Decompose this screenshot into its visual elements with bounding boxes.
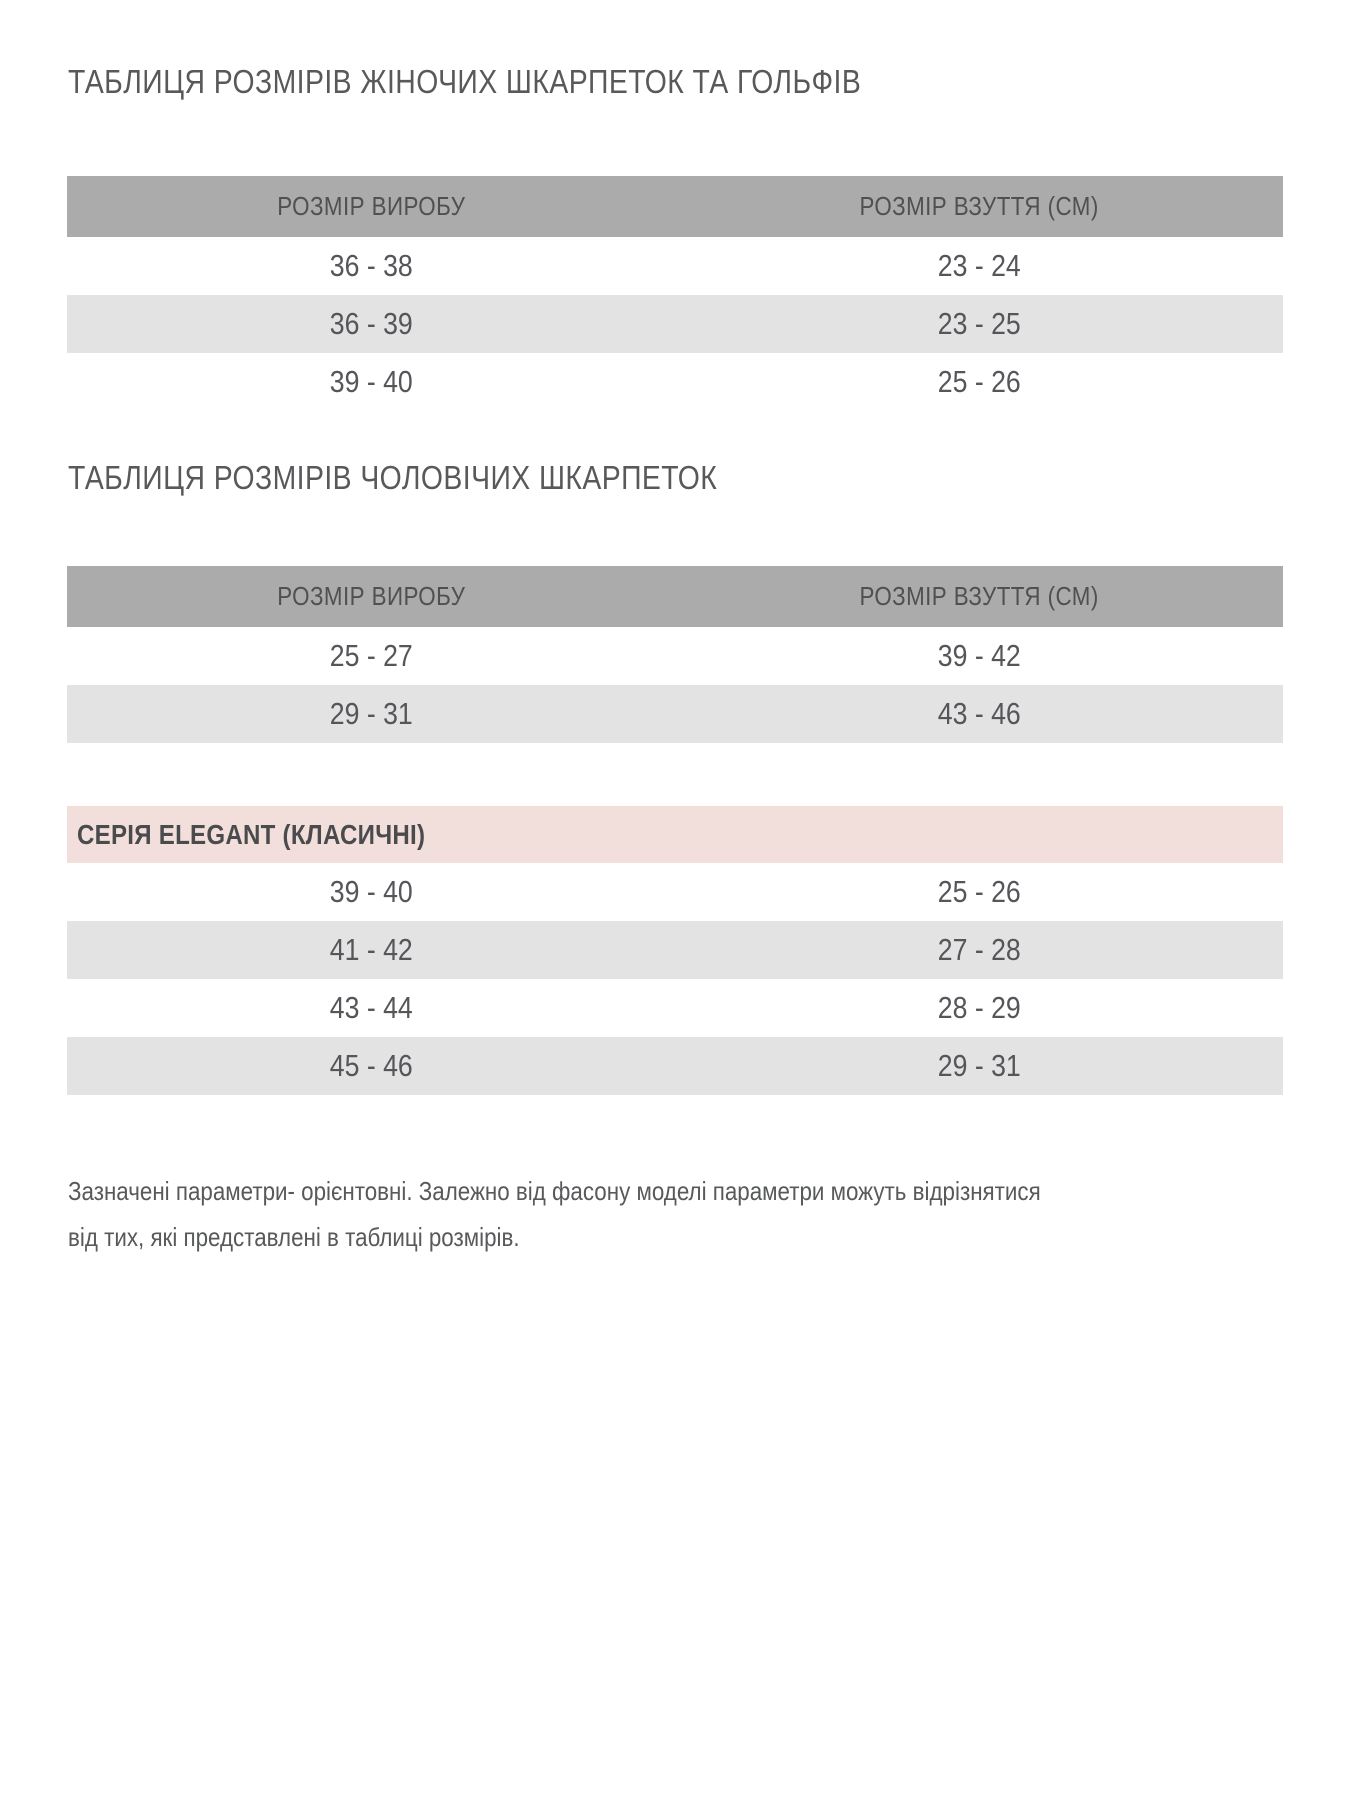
product-size-value: 45 - 46 <box>329 1048 413 1083</box>
product-size-cell <box>67 932 675 968</box>
women-table-title <box>68 62 990 102</box>
shoe-size-value: 43 - 46 <box>937 696 1021 731</box>
elegant-series-header-text: СЕРІЯ ELEGANT (КЛАСИЧНІ) <box>77 818 426 850</box>
women-table-header-row <box>67 176 1283 237</box>
table-row <box>67 979 1283 1037</box>
column-header-product-size <box>67 191 675 222</box>
product-size-value: 36 - 39 <box>329 306 413 341</box>
table-row <box>67 863 1283 921</box>
product-size-cell <box>67 696 675 732</box>
product-size-value: 39 - 40 <box>329 874 413 909</box>
table-row <box>67 685 1283 743</box>
disclaimer-line-text: Зазначені параметри- орієнтовні. Залежно від фасону моделі параметри можуть відрізнятися <box>68 1176 1041 1206</box>
table-row <box>67 237 1283 295</box>
product-size-value: 39 - 40 <box>329 364 413 399</box>
shoe-size-value: 23 - 25 <box>937 306 1021 341</box>
elegant-series-table <box>67 806 1283 1095</box>
shoe-size-value: 39 - 42 <box>937 638 1021 673</box>
shoe-size-value: 25 - 26 <box>937 874 1021 909</box>
men-table-header-row <box>67 566 1283 627</box>
product-size-cell <box>67 248 675 284</box>
column-header-shoe-size-text: РОЗМІР ВЗУТТЯ (СМ) <box>859 581 1099 611</box>
column-header-product-size-text: РОЗМІР ВИРОБУ <box>276 581 466 611</box>
product-size-cell <box>67 990 675 1026</box>
column-header-product-size-text: РОЗМІР ВИРОБУ <box>276 191 466 221</box>
table-row <box>67 353 1283 411</box>
disclaimer-line <box>68 1168 1199 1214</box>
product-size-value: 41 - 42 <box>329 932 413 967</box>
shoe-size-cell <box>675 638 1283 674</box>
women-sizes-table <box>67 176 1283 411</box>
table-row <box>67 1037 1283 1095</box>
table-row <box>67 627 1283 685</box>
men-sizes-table <box>67 566 1283 743</box>
disclaimer-line-text: від тих, які представлені в таблиці розмірів. <box>68 1222 520 1252</box>
shoe-size-value: 28 - 29 <box>937 990 1021 1025</box>
product-size-value: 36 - 38 <box>329 248 413 283</box>
shoe-size-value: 23 - 24 <box>937 248 1021 283</box>
shoe-size-value: 25 - 26 <box>937 364 1021 399</box>
shoe-size-cell <box>675 874 1283 910</box>
product-size-cell <box>67 1048 675 1084</box>
men-table-title-text: ТАБЛИЦЯ РОЗМІРІВ ЧОЛОВІЧИХ ШКАРПЕТОК <box>68 459 718 496</box>
product-size-cell <box>67 306 675 342</box>
product-size-value: 43 - 44 <box>329 990 413 1025</box>
disclaimer-line <box>68 1214 1199 1260</box>
column-header-product-size <box>67 581 675 612</box>
shoe-size-value: 29 - 31 <box>937 1048 1021 1083</box>
product-size-value: 25 - 27 <box>329 638 413 673</box>
product-size-cell <box>67 874 675 910</box>
column-header-shoe-size <box>675 581 1283 612</box>
disclaimer-note <box>68 1168 1199 1260</box>
column-header-shoe-size-text: РОЗМІР ВЗУТТЯ (СМ) <box>859 191 1099 221</box>
product-size-value: 29 - 31 <box>329 696 413 731</box>
shoe-size-cell <box>675 932 1283 968</box>
product-size-cell <box>67 364 675 400</box>
shoe-size-cell <box>675 364 1283 400</box>
shoe-size-cell <box>675 1048 1283 1084</box>
table-row <box>67 295 1283 353</box>
elegant-series-header-row <box>67 806 1283 863</box>
shoe-size-value: 27 - 28 <box>937 932 1021 967</box>
men-table-title <box>68 458 823 498</box>
shoe-size-cell <box>675 696 1283 732</box>
women-table-title-text: ТАБЛИЦЯ РОЗМІРІВ ЖІНОЧИХ ШКАРПЕТОК ТА ГОЛЬФІВ <box>68 63 862 100</box>
column-header-shoe-size <box>675 191 1283 222</box>
shoe-size-cell <box>675 248 1283 284</box>
table-row <box>67 921 1283 979</box>
shoe-size-cell <box>675 990 1283 1026</box>
product-size-cell <box>67 638 675 674</box>
shoe-size-cell <box>675 306 1283 342</box>
